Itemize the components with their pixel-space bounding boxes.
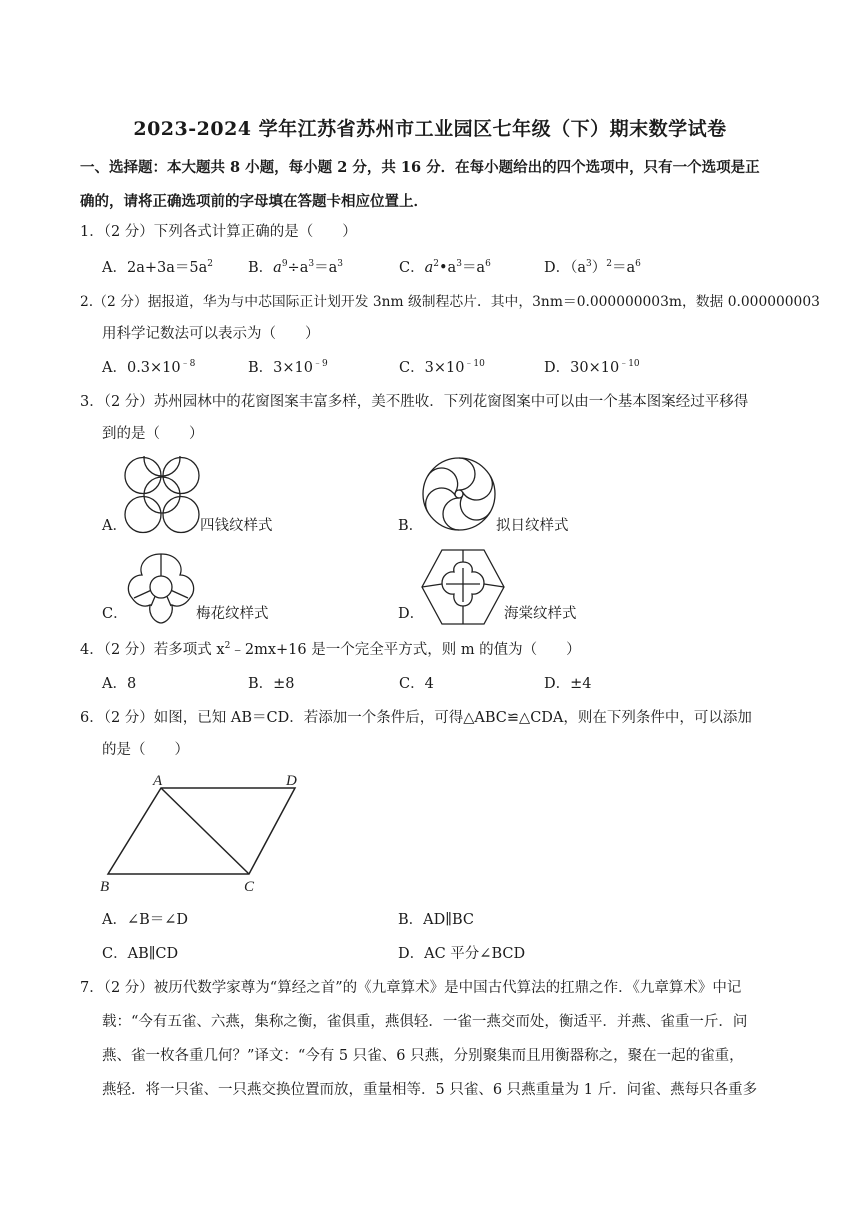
question-4-option-a: A．8: [102, 676, 137, 692]
exponent: ﹣8: [180, 359, 196, 369]
option-text: ＝a: [612, 260, 636, 276]
question-1-option-c: [399, 258, 491, 278]
question-1-option-d: [544, 258, 641, 278]
exponent: 6: [485, 259, 491, 269]
vertex-label-a: A: [153, 773, 163, 789]
question-3-line2: 到的是（ ）: [102, 426, 204, 442]
question-1-option-b: [248, 258, 343, 278]
exponent: 3: [456, 259, 462, 269]
option-text: B．3×10: [248, 360, 313, 376]
question-3-option-b-label: B．: [398, 518, 424, 534]
option-text: （a: [570, 260, 587, 276]
question-3-option-c-caption: 梅花纹样式: [196, 606, 269, 622]
question-4-option-b: B．±8: [248, 676, 295, 692]
question-2-line1: 2.（2 分）据报道，华为与中芯国际正计划开发 3nm 级制程芯片．其中，3nm＝0.000000003m，数据 0.000000003: [80, 294, 820, 310]
vertex-label-c: C: [244, 879, 255, 895]
parallelogram-figure: [98, 770, 304, 896]
option-text: ＝a: [461, 260, 486, 276]
question-6-option-d: D．AC 平分∠BCD: [398, 946, 526, 962]
question-4-option-d: D．±4: [544, 676, 592, 692]
question-3-option-c-label: C．: [102, 606, 128, 622]
question-2-option-b: [248, 358, 328, 378]
question-1-option-a: [102, 258, 213, 278]
question-6-option-c: C．AB∥CD: [102, 946, 179, 962]
question-6-option-b: B．AD∥BC: [398, 912, 474, 928]
sun-pattern-figure: [421, 456, 497, 532]
option-label: A．: [102, 260, 127, 276]
question-2-option-d: [544, 358, 640, 378]
question-6-option-a: A．∠B＝∠D: [102, 912, 189, 928]
question-6-line1: 6．（2 分）如图，已知 AB＝CD．若添加一个条件后，可得△ABC≌△CDA，则在下列条件中，可以添加: [80, 710, 752, 726]
option-text: D．30×10: [544, 360, 620, 376]
crabapple-pattern-figure: [420, 548, 506, 626]
question-3-option-d-caption: 海棠纹样式: [504, 606, 577, 622]
exponent: ﹣9: [312, 359, 328, 369]
plum-blossom-pattern-figure: [124, 551, 198, 625]
page-title: 2023-2024 学年江苏省苏州市工业园区七年级（下）期末数学试卷: [133, 118, 727, 140]
option-text: C．3×10: [399, 360, 465, 376]
four-coins-pattern-figure: [124, 456, 200, 534]
exponent: 3: [337, 259, 343, 269]
question-7-line3: 燕、雀一枚各重几何？”译文：“今有 5 只雀、6 只燕，分别聚集而且用衡器称之，聚在一起的雀重，: [102, 1048, 744, 1064]
exponent: 2: [224, 641, 231, 651]
exponent: 2: [433, 259, 439, 269]
option-text: A．0.3×10: [102, 360, 181, 376]
question-2-option-a: [102, 358, 195, 378]
section-instructions-line1: 一、选择题：本大题共 8 小题，每小题 2 分，共 16 分．在每小题给出的四个选项中，只有一个选项是正: [80, 159, 760, 176]
question-7-line2: 载：“今有五雀、六燕，集称之衡，雀俱重，燕俱轻．一雀一燕交而处，衡适平．并燕、雀重一斤．问: [102, 1014, 748, 1030]
option-text: ）: [591, 260, 607, 276]
stem-text: 4．（2 分）若多项式 x: [80, 642, 225, 658]
question-3-option-b-caption: 拟日纹样式: [496, 518, 569, 534]
question-3-option-a-caption: 四钱纹样式: [200, 518, 273, 534]
option-text: a: [424, 260, 434, 276]
option-text: 2a+3a＝5a: [126, 260, 208, 276]
question-6-line2: 的是（ ）: [102, 742, 189, 758]
question-4-option-c: C．4: [399, 676, 434, 692]
stem-text: ﹣2mx+16 是一个完全平方式，则 m 的值为（ ）: [230, 642, 581, 658]
question-1-stem: 1．（2 分）下列各式计算正确的是（ ）: [80, 224, 357, 240]
exponent: 3: [308, 259, 315, 269]
section-instructions-line2: 确的，请将正确选项前的字母填在答题卡相应位置上．: [80, 193, 428, 210]
question-7-line1: 7．（2 分）被历代数学家尊为“算经之首”的《九章算术》是中国古代算法的扛鼎之作．《九章算术》中记: [80, 980, 742, 996]
question-7-line4: 燕轻．将一只雀、一只燕交换位置而放，重量相等．5 只雀、6 只燕重量为 1 斤．问雀、燕每只各重多: [102, 1082, 758, 1098]
exponent: 2: [606, 259, 613, 269]
option-text: •a: [439, 260, 457, 276]
exponent: 2: [207, 259, 213, 269]
exponent: 6: [635, 259, 641, 269]
exponent: 3: [586, 259, 592, 269]
question-2-option-c: [399, 358, 485, 378]
question-2-line2: 用科学记数法可以表示为（ ）: [102, 326, 320, 342]
exponent: ﹣10: [619, 359, 640, 369]
question-3-line1: 3．（2 分）苏州园林中的花窗图案丰富多样，美不胜收．下列花窗图案中可以由一个基本图案经过平移得: [80, 394, 749, 410]
vertex-label-d: D: [286, 773, 297, 789]
question-3-option-a-label: A．: [102, 518, 127, 534]
exponent: ﹣10: [464, 359, 485, 369]
vertex-label-b: B: [100, 879, 110, 895]
option-text: a: [273, 260, 282, 276]
question-4-stem: [80, 640, 581, 660]
option-label: D．: [544, 260, 571, 276]
option-label: B．: [248, 260, 274, 276]
exponent: 9: [281, 259, 288, 269]
option-label: C．: [399, 260, 425, 276]
option-text: ÷a: [287, 260, 309, 276]
question-3-option-d-label: D．: [398, 606, 425, 622]
option-text: ＝a: [314, 260, 338, 276]
